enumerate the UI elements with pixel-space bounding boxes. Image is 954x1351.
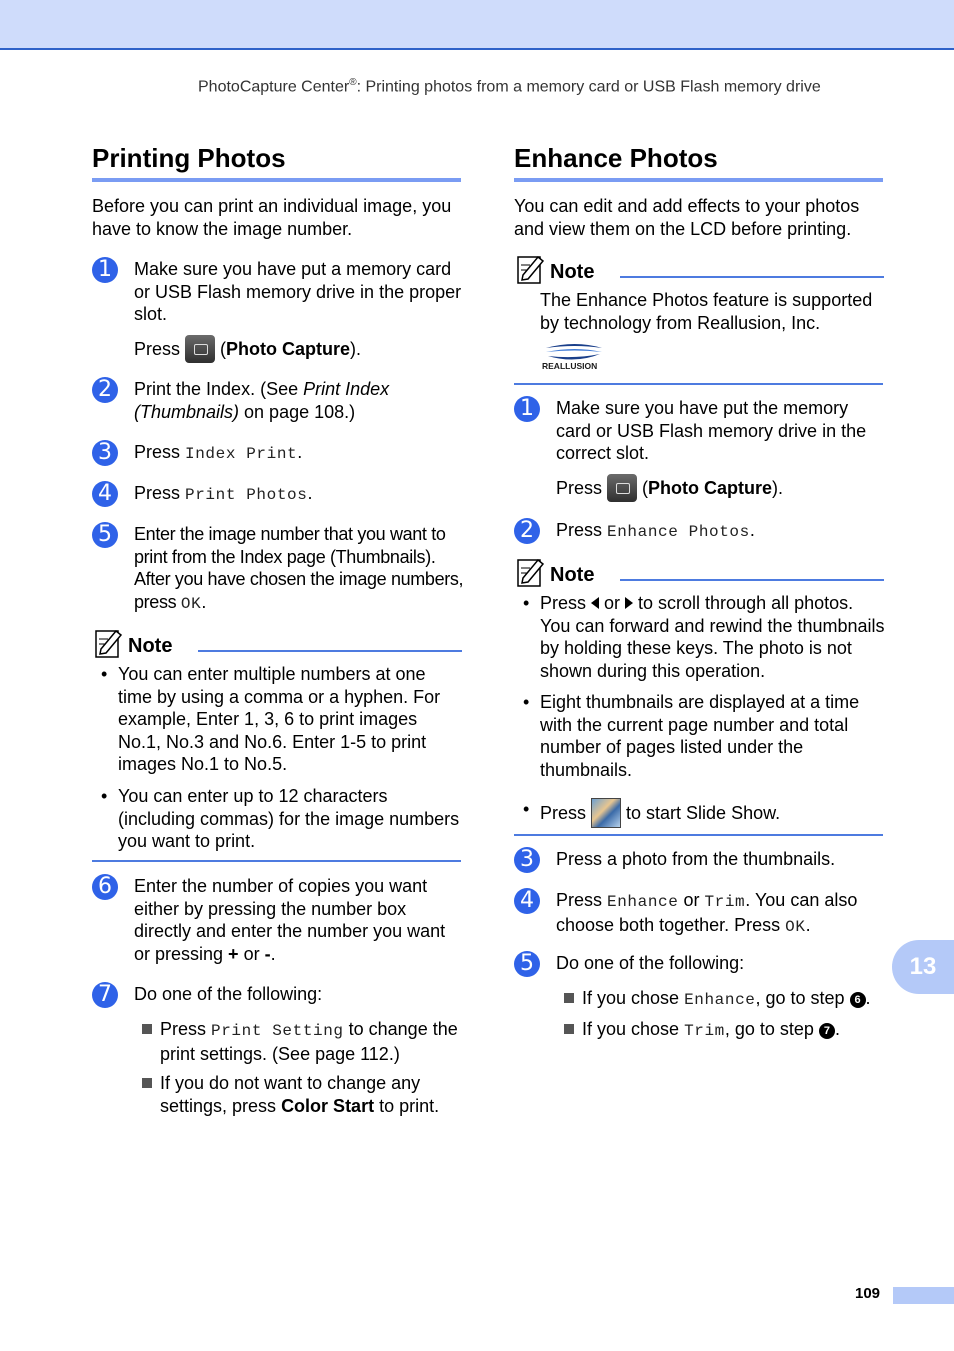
note-pencil-icon: [94, 627, 124, 659]
square-bullet-icon: [564, 1024, 574, 1034]
section-title-enhance-photos: Enhance Photos: [514, 143, 718, 173]
chapter-tab: 13: [892, 940, 954, 994]
square-bullet-icon: [142, 1078, 152, 1088]
note-rule: [198, 650, 462, 652]
page-number: 109: [855, 1285, 881, 1302]
note-bullet: • You can enter up to 12 characters (including commas) for the image numbers you want to print.: [118, 785, 463, 853]
note-bullet: • Press or to scroll through all photos. You can forward and rewind the thumbnails by holding these keys. The photo is not shown during this operation.: [540, 592, 885, 682]
step-text: Press Enhance or Trim. You can also choose both together. Press OK.: [556, 890, 858, 936]
step-number: 5: [92, 522, 118, 548]
note-label: Note: [550, 261, 595, 283]
intro-text: Before you can print an individual image, you have to know the image number.: [92, 196, 452, 239]
step-number: 6: [92, 874, 118, 900]
note-header: [92, 627, 462, 667]
step-text: Press Print Photos.: [134, 483, 313, 504]
note-bullet: • Eight thumbnails are displayed at a time with the current page number and total number of pages listed under the thumbnails.: [540, 691, 885, 781]
square-bullet-icon: [564, 993, 574, 1003]
note-label: Note: [128, 635, 173, 657]
step-number: 5: [514, 951, 540, 977]
step-number: 2: [514, 518, 540, 544]
section-title-printing-photos: Printing Photos: [92, 143, 286, 173]
note-text: The Enhance Photos feature is supported by technology from Reallusion, Inc.: [540, 290, 873, 333]
step-text: Do one of the following:: [134, 984, 323, 1004]
title-rule: [514, 178, 883, 182]
step-ref-badge: 7: [819, 1023, 835, 1039]
note-bullet: • Press to start Slide Show.: [540, 798, 885, 828]
step-number: 3: [92, 440, 118, 466]
intro-text: You can edit and add effects to your photos and view them on the LCD before printing.: [514, 196, 860, 239]
step-text: Enter the image number that you want to print from the Index page (Thumbnails). After you have chosen the image numbers, press OK.: [134, 524, 464, 613]
step-ref-badge: 6: [850, 992, 866, 1008]
option-item: If you do not want to change any settings, press Color Start to print.: [160, 1072, 465, 1117]
photo-capture-icon: [607, 474, 637, 502]
step-number: 7: [92, 982, 118, 1008]
step-text: Press a photo from the thumbnails.: [556, 849, 836, 869]
step-number: 3: [514, 847, 540, 873]
step-text: Make sure you have put the memory card or USB Flash memory drive in the correct slot. Press (Photo Capture).: [556, 397, 886, 502]
square-bullet-icon: [142, 1024, 152, 1034]
note-rule: [620, 276, 884, 278]
note-pencil-icon: [516, 253, 546, 285]
photo-capture-icon: [185, 335, 215, 363]
step-text: Press Index Print.: [134, 442, 303, 463]
step-text: Enter the number of copies you want either by pressing the number box directly and enter the number you want or pressing + or -.: [134, 876, 446, 964]
note-rule: [620, 579, 884, 581]
option-item: If you chose Enhance, go to step 6 .: [582, 987, 887, 1012]
step-number: 4: [92, 481, 118, 507]
step-number: 4: [514, 888, 540, 914]
step-text: Do one of the following:: [556, 953, 745, 973]
step-text: Make sure you have put a memory card or USB Flash memory drive in the proper slot. Press (Photo Capture).: [134, 258, 464, 363]
step-number: 1: [92, 257, 118, 283]
page-bar: [893, 1287, 954, 1304]
option-item: Press Print Setting to change the print settings. (See page 112.): [160, 1018, 465, 1065]
svg-text:REALLUSION: REALLUSION: [542, 361, 598, 371]
note-bullet: • You can enter multiple numbers at one time by using a comma or a hyphen. For example, Enter 1, 3, 6 to print images No.1, No.3 and No.6. Enter 1-5 to print images No.1 to No.5.: [118, 663, 463, 776]
note-label: Note: [550, 564, 595, 586]
note-end-rule: [514, 834, 883, 836]
title-rule: [92, 178, 461, 182]
note-header: [514, 556, 884, 596]
left-arrow-icon: [591, 597, 599, 609]
header-bar: [0, 0, 954, 50]
note-header: [514, 253, 884, 293]
note-end-rule: [92, 860, 461, 862]
step-text: Press Enhance Photos.: [556, 520, 755, 541]
option-item: If you chose Trim, go to step 7 .: [582, 1018, 887, 1043]
step-number: 1: [514, 396, 540, 422]
note-end-rule: [514, 383, 883, 385]
running-head: PhotoCapture Center®: Printing photos from a memory card or USB Flash memory drive: [198, 77, 821, 96]
right-arrow-icon: [625, 597, 633, 609]
slideshow-icon: [591, 798, 621, 828]
step-number: 2: [92, 377, 118, 403]
reallusion-logo: [540, 338, 610, 374]
step-text: Print the Index. (See Print Index (Thumbnails) on page 108.): [134, 379, 390, 422]
note-pencil-icon: [516, 556, 546, 588]
